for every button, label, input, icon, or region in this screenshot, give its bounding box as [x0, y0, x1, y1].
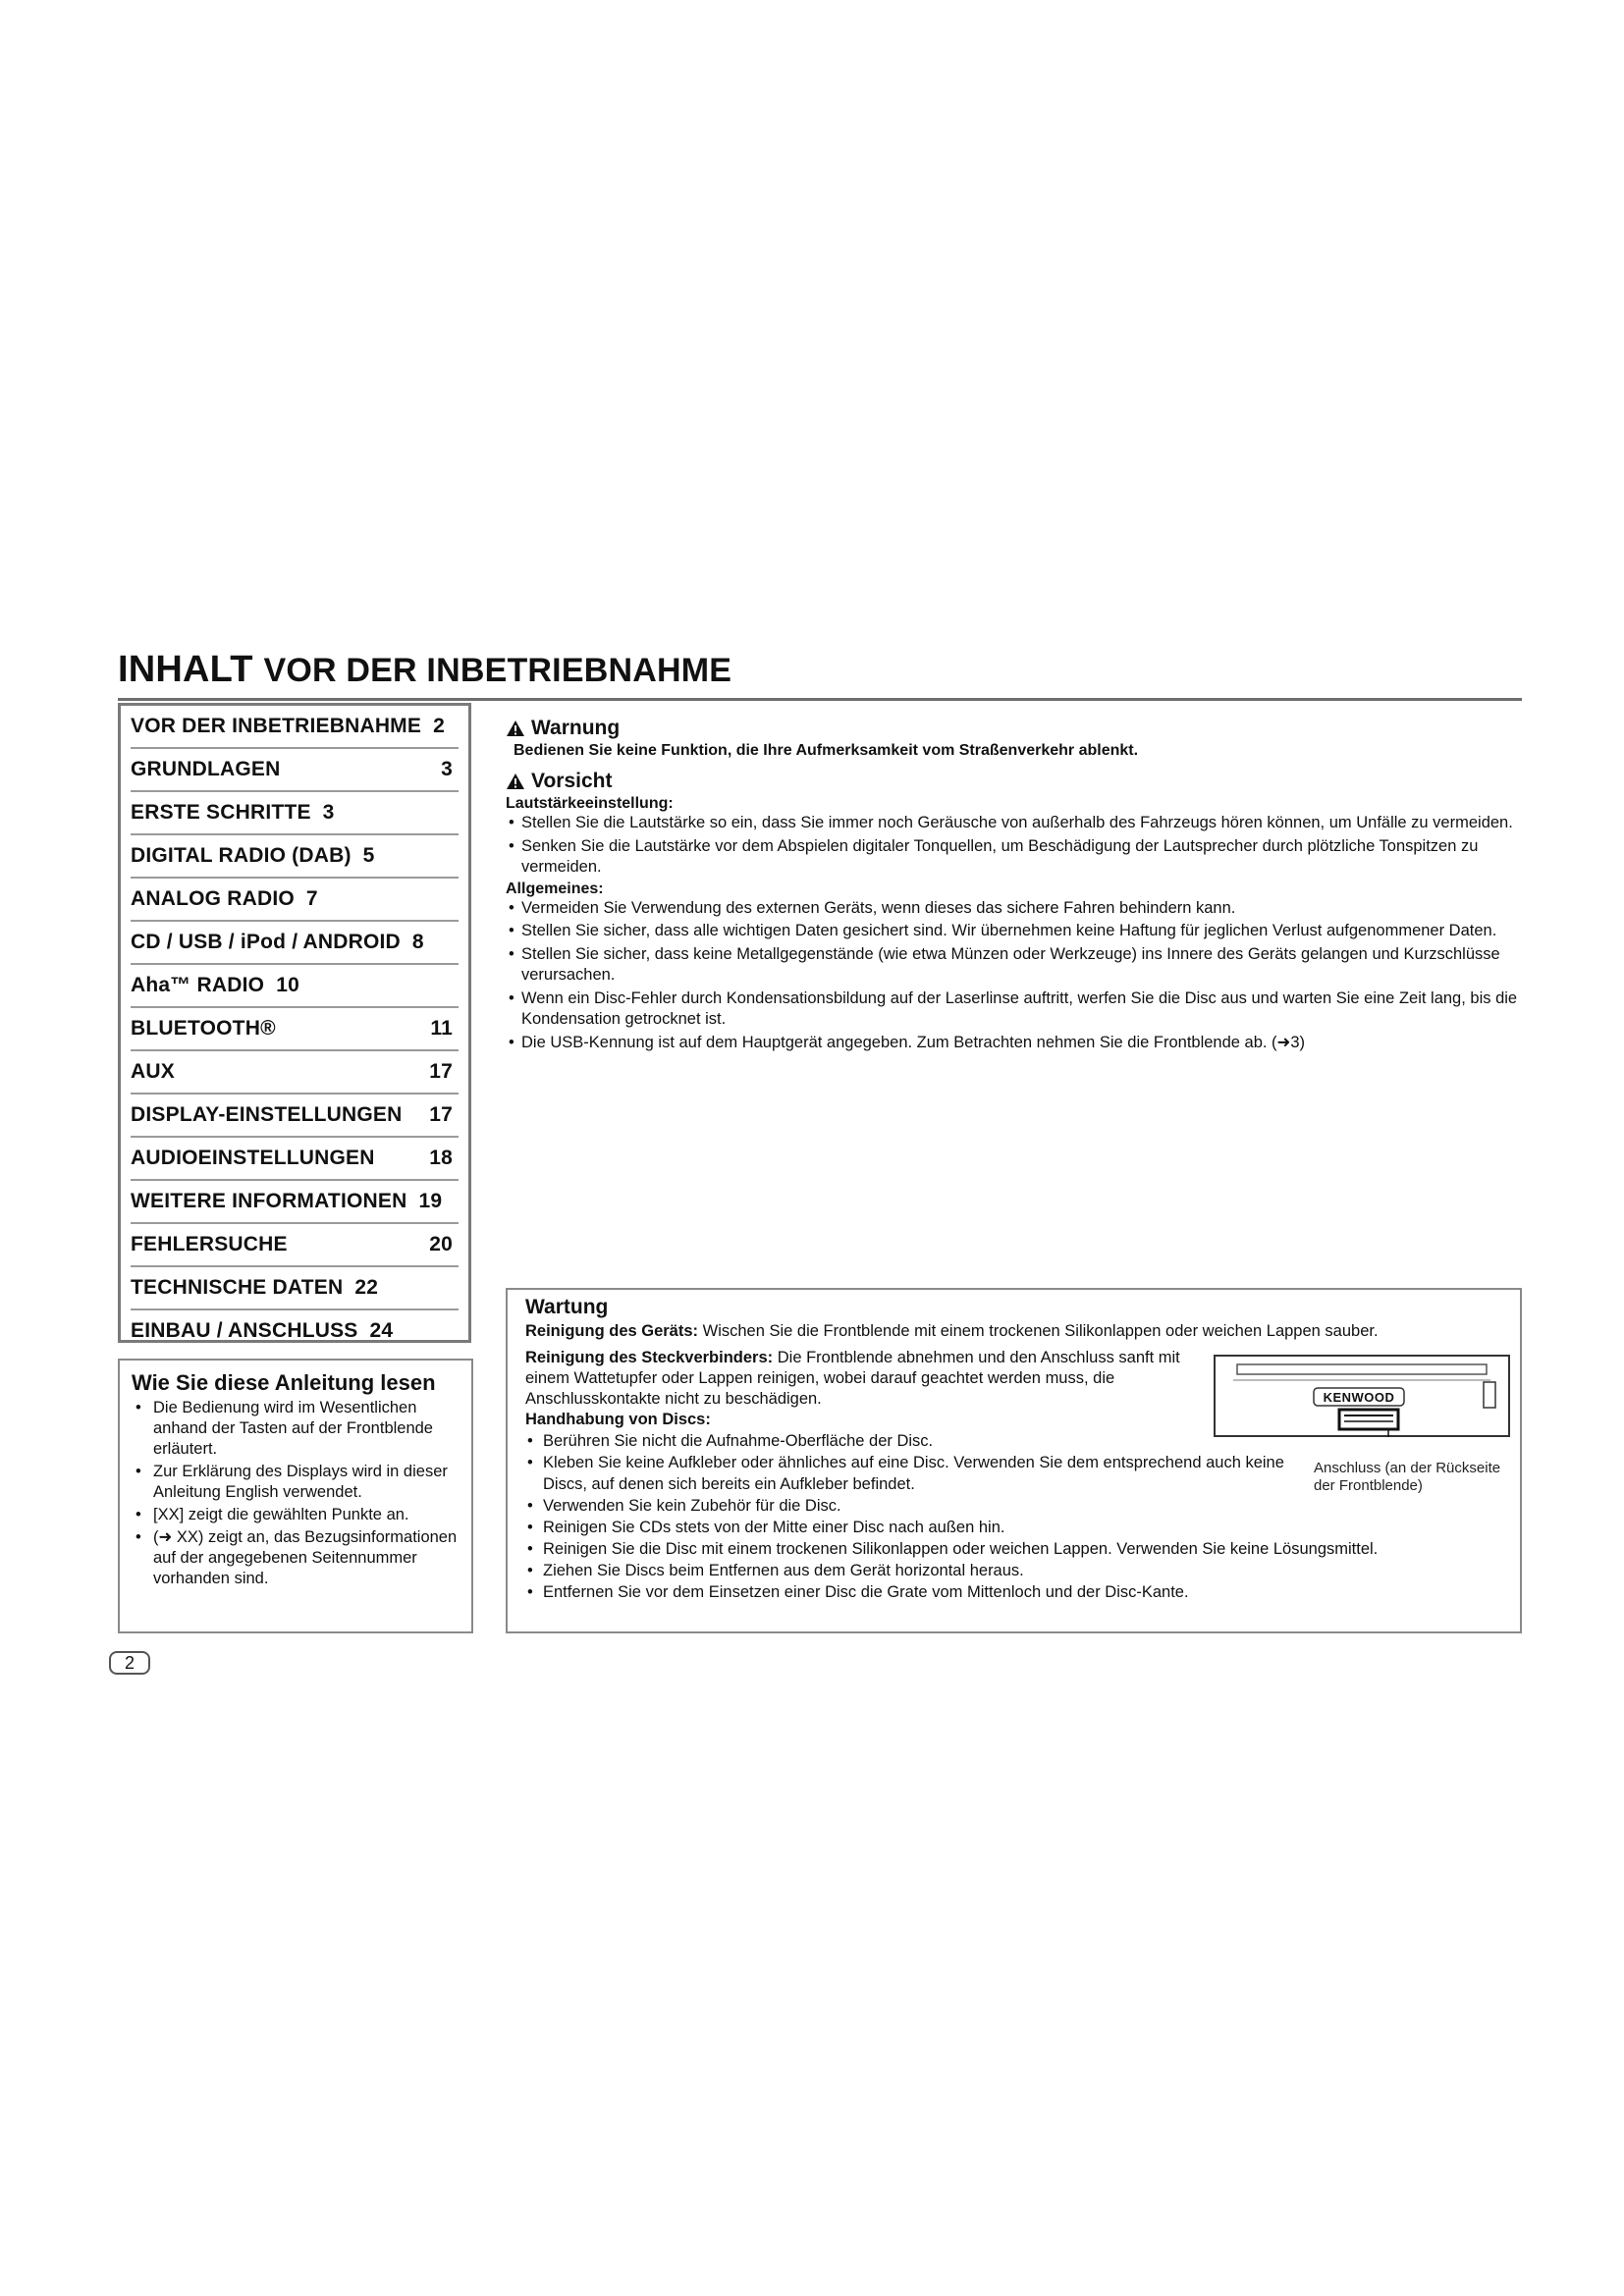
toc-row [131, 922, 459, 965]
toc-title: BLUETOOTH® [131, 1017, 276, 1040]
toc-title: DISPLAY-EINSTELLUNGEN [131, 1103, 403, 1126]
toc-page: 19 [418, 1190, 443, 1212]
toc-page: 24 [369, 1319, 394, 1342]
toc-page: 8 [411, 931, 424, 953]
list-item: • Stellen Sie sicher, dass alle wichtigen Daten gesichert sind. Wir übernehmen keine Haftung für jeglichen Verlust aufgenommener Daten. [506, 921, 1522, 942]
list-item: • [XX] zeigt die gewählten Punkte an. [130, 1505, 461, 1525]
list-item: • Wenn ein Disc-Fehler durch Kondensationsbildung auf der Laserlinse auftritt, werfen Sie die Disc aus und warten Sie eine Zeit lang, bis die Kondensation getrocknet ist. [506, 988, 1522, 1031]
disc-list [525, 1430, 1510, 1603]
toc-title: VOR DER INBETRIEBNAHME [131, 715, 422, 737]
list-item: • Die USB-Kennung ist auf dem Hauptgerät angegeben. Zum Betrachten nehmen Sie die Frontblende ab. (➜3) [506, 1033, 1522, 1054]
list-item: • Stellen Sie sicher, dass keine Metallgegenstände (wie etwa Münzen oder Werkzeuge) ins Innere des Geräts gelangen und Kurzschlüsse verursachen. [506, 944, 1522, 987]
page-number: 2 [109, 1651, 150, 1675]
toc-row [131, 1138, 459, 1181]
faceplate-figure [1214, 1355, 1510, 1437]
figure-caption: Anschluss (an der Rückseite der Frontblende) [1314, 1460, 1501, 1494]
toc-row [131, 792, 459, 835]
toc-page: 18 [429, 1147, 453, 1169]
warning-triangle-icon [506, 773, 525, 790]
toc-row [131, 749, 459, 792]
toc-page: 3 [322, 801, 335, 824]
how-to-read-title: Wie Sie diese Anleitung lesen [132, 1370, 436, 1395]
toc-page: 17 [429, 1060, 453, 1083]
list-item: • Stellen Sie die Lautstärke so ein, dass Sie immer noch Geräusche von außerhalb des Fahrzeugs hören können, um Unfälle zu vermeiden. [506, 813, 1522, 834]
how-to-read-box [118, 1359, 473, 1633]
warning-heading [506, 717, 1522, 740]
toc-row [131, 1008, 459, 1051]
list-item: • Entfernen Sie vor dem Einsetzen einer Disc die Grate vom Mittenloch und der Disc-Kante. [525, 1581, 1510, 1603]
toc-row [131, 965, 459, 1008]
toc-page: 11 [430, 1017, 453, 1040]
list-item: • Ziehen Sie Discs beim Entfernen aus dem Gerät horizontal heraus. [525, 1560, 1510, 1581]
how-to-read-list [130, 1398, 461, 1589]
connector-cleaning [525, 1348, 1213, 1410]
toc-title: DIGITAL RADIO (DAB) [131, 844, 352, 867]
warning-text: Bedienen Sie keine Funktion, die Ihre Aufmerksamkeit vom Straßenverkehr ablenkt. [514, 742, 1139, 759]
list-item: • Die Bedienung wird im Wesentlichen anhand der Tasten auf der Frontblende erläutert. [130, 1398, 461, 1460]
general-list [506, 898, 1522, 1054]
toc-title: AUDIOEINSTELLUNGEN [131, 1147, 375, 1169]
warning-title: Warnung [531, 717, 621, 739]
toc-page: 10 [276, 974, 299, 996]
volume-list [506, 813, 1522, 879]
device-cleaning-text: Wischen Sie die Frontblende mit einem trockenen Silikonlappen oder weichen Lappen sauber. [702, 1322, 1379, 1340]
volume-heading: Lautstärkeeinstellung: [506, 795, 674, 812]
warning-triangle-icon [506, 720, 525, 737]
toc-title: EINBAU / ANSCHLUSS [131, 1319, 358, 1342]
connector-cleaning-label: Reinigung des Steckverbinders: [525, 1349, 774, 1366]
toc-title: AUX [131, 1060, 175, 1083]
list-item: • Kleben Sie keine Aufkleber oder ähnliches auf eine Disc. Verwenden Sie dem entsprechend auch keine Discs, auf denen sich bereits ein Aufkleber befindet. [525, 1452, 1309, 1495]
toc-row [131, 1181, 459, 1224]
toc-title: TECHNISCHE DATEN [131, 1276, 344, 1299]
toc-row [131, 1051, 459, 1095]
toc-page: 17 [429, 1103, 453, 1126]
toc-title: Aha™ RADIO [131, 974, 265, 996]
toc-page: 22 [354, 1276, 379, 1299]
header-rule [118, 698, 1522, 701]
safety-section [506, 717, 1522, 1055]
toc-page: 20 [429, 1233, 453, 1255]
toc-row [131, 835, 459, 879]
title-sub: VOR DER INBETRIEBNAHME [263, 652, 732, 689]
table-of-contents [118, 703, 471, 1343]
toc-page: 7 [305, 887, 318, 910]
list-item: • Reinigen Sie CDs stets von der Mitte einer Disc nach außen hin. [525, 1517, 1510, 1538]
toc-row [131, 1267, 459, 1310]
connector-cleaning-text: Die Frontblende abnehmen und den Anschluss sanft mit einem Wattetupfer oder Lappen reinigen, wobei darauf geachtet werden muss, die Anschlusskontakte nicht zu beschädigen. [525, 1349, 1180, 1408]
list-item: • Vermeiden Sie Verwendung des externen Geräts, wenn dieses das sichere Fahren behindern kann. [506, 898, 1522, 920]
toc-title: FEHLERSUCHE [131, 1233, 288, 1255]
general-heading: Allgemeines: [506, 880, 604, 897]
toc-row [131, 1095, 459, 1138]
device-cleaning-label: Reinigung des Geräts: [525, 1322, 699, 1340]
toc-title: CD / USB / iPod / ANDROID [131, 931, 401, 953]
toc-title: ERSTE SCHRITTE [131, 801, 311, 824]
list-item: • Zur Erklärung des Displays wird in dieser Anleitung English verwendet. [130, 1462, 461, 1503]
page-header [118, 648, 1522, 701]
toc-row [131, 879, 459, 922]
device-cleaning [525, 1321, 1510, 1342]
caution-title: Vorsicht [531, 770, 613, 792]
toc-row [131, 706, 459, 749]
toc-title: WEITERE INFORMATIONEN [131, 1190, 407, 1212]
maintenance-title: Wartung [525, 1296, 609, 1318]
toc-page: 3 [441, 758, 453, 780]
list-item: • Berühren Sie nicht die Aufnahme-Oberfläche der Disc. [525, 1430, 1510, 1452]
list-item: • Verwenden Sie kein Zubehör für die Disc. [525, 1495, 1510, 1517]
toc-page: 2 [433, 715, 445, 737]
toc-row [131, 1224, 459, 1267]
title-main: INHALT [118, 649, 253, 690]
discs-heading: Handhabung von Discs: [525, 1411, 711, 1428]
toc-title: GRUNDLAGEN [131, 758, 281, 780]
toc-row [131, 1310, 459, 1352]
caution-heading [506, 770, 1522, 793]
list-item: • Reinigen Sie die Disc mit einem trockenen Silikonlappen oder weichen Lappen. Verwenden Sie keine Lösungsmittel. [525, 1538, 1510, 1560]
page-title [118, 648, 1522, 692]
toc-title: ANALOG RADIO [131, 887, 295, 910]
list-item: • (➜ XX) zeigt an, das Bezugsinformationen auf der angegebenen Seitennummer vorhanden sind. [130, 1527, 461, 1589]
kenwood-logo: KENWOOD [1323, 1390, 1395, 1405]
list-item: • Senken Sie die Lautstärke vor dem Abspielen digitaler Tonquellen, um Beschädigung der Lautsprecher durch plötzliche Tonspitzen zu vermeiden. [506, 836, 1522, 879]
toc-page: 5 [362, 844, 375, 867]
